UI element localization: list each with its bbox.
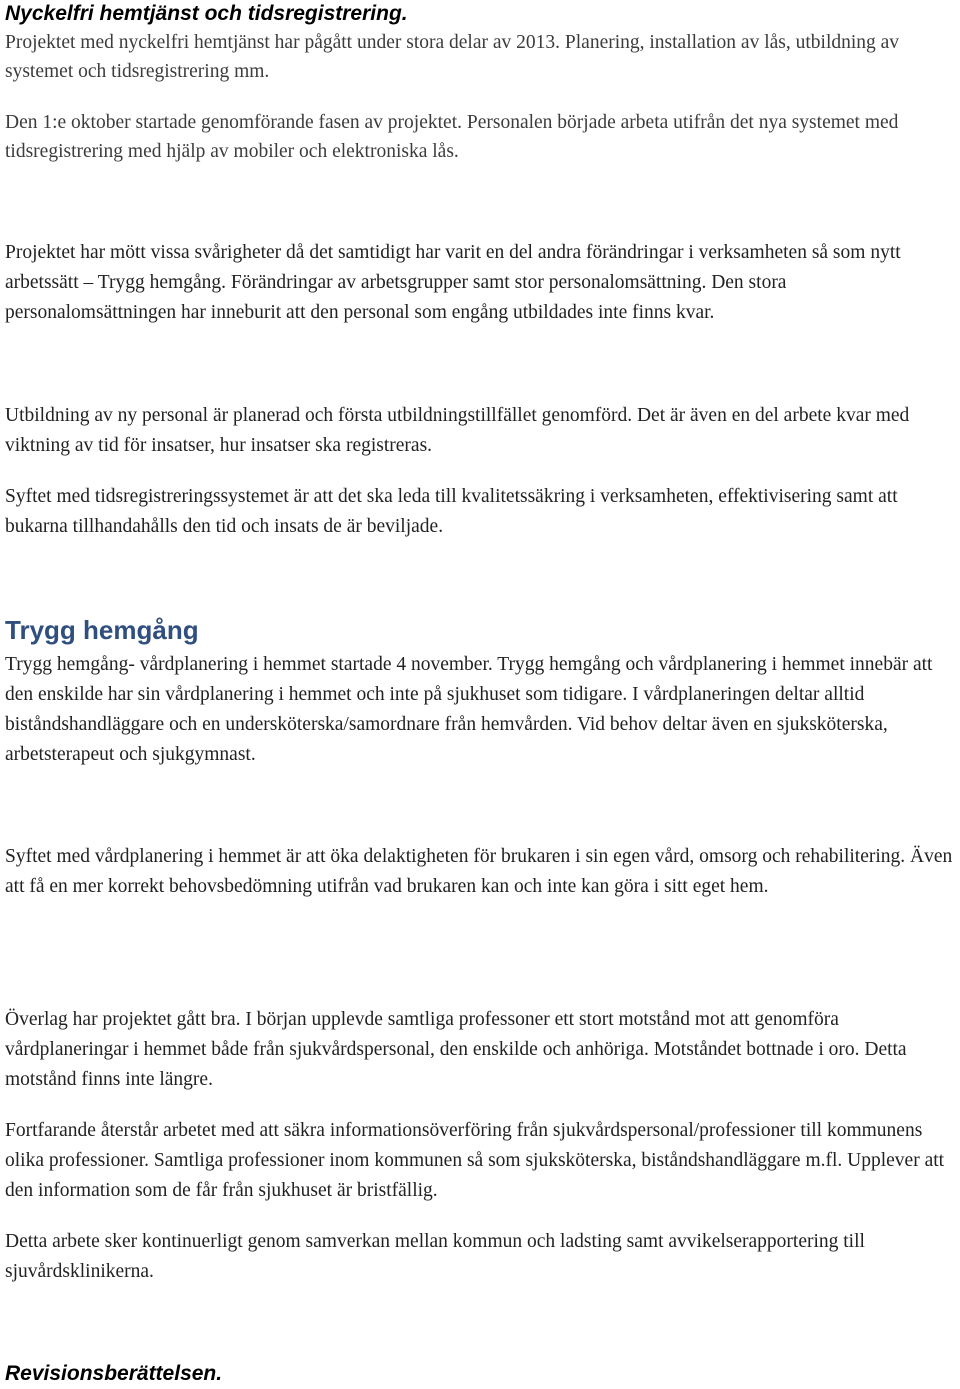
paragraph-difficulties: Projektet har mött vissa svårigheter då det samtidigt har varit en del andra förändringar i verksamheten så som nytt arbetssätt – Trygg hemgång. Förändringar av arbetsgrupper samt stor personalomsättning. Den stora personalomsättningen har inneburit att den personal som engång utbildades inte finns kvar. — [5, 242, 901, 323]
paragraph-start-date: Den 1:e oktober startade genomförande fasen av projektet. Personalen började arbeta utifrån det nya systemet med tidsregistrering med hjälp av mobiler och elektroniska lås. — [5, 112, 899, 162]
paragraph-purpose-care-planning: Syftet med vårdplanering i hemmet är att öka delaktigheten för brukaren i sin egen vård, omsorg och rehabilitering. Även att få en mer korrekt behovsbedömning utifrån vad brukaren kan och inte kan göra i sitt eget hem. — [5, 846, 953, 897]
section-heading-nyckelfri: Nyckelfri hemtjänst och tidsregistrering. — [5, 2, 408, 25]
paragraph-project-intro: Projektet med nyckelfri hemtjänst har pågått under stora delar av 2013. Planering, installation av lås, utbildning av systemet och tidsregistrering mm. — [5, 32, 900, 82]
section-heading-trygg-hemgang: Trygg hemgång — [5, 615, 199, 645]
paragraph-purpose-time-registration: Syftet med tidsregistreringssystemet är att det ska leda till kvalitetssäkring i verksamheten, effektivisering samt att bukarna tillhandahålls den tid och insats de är beviljade. — [5, 486, 898, 537]
paragraph-overall-result: Överlag har projektet gått bra. I början upplevde samtliga professoner ett stort motstånd mot att genomföra vårdplaneringar i hemmet både från sjukvårdspersonal, den enskilde och anhöriga. Motståndet bottnade i oro. Detta motstånd finns inte längre. — [5, 1009, 907, 1090]
paragraph-continuous-work: Detta arbete sker kontinuerligt genom samverkan mellan kommun och ladsting samt avvikelserapportering till sjuvårdsklinikerna. — [5, 1231, 865, 1282]
paragraph-information-transfer: Fortfarande återstår arbetet med att säkra informationsöverföring från sjukvårdspersonal/professioner till kommunens olika professioner. Samtliga professioner inom kommunen så som sjuksköterska, biståndshandläggare m.fl. Upplever att den information som de får från sjukhuset är bristfällig. — [5, 1120, 945, 1201]
section-heading-revisionsberattelsen: Revisionsberättelsen. — [5, 1362, 223, 1385]
paragraph-training: Utbildning av ny personal är planerad och första utbildningstillfället genomförd. Det är även en del arbete kvar med viktning av tid för insatser, hur insatser ska registreras. — [5, 405, 910, 456]
paragraph-trygg-hemgang-start: Trygg hemgång- vårdplanering i hemmet startade 4 november. Trygg hemgång och vårdplanering i hemmet innebär att den enskilde har sin vårdplanering i hemmet och inte på sjukhuset som tidigare. I vårdplaneringen deltar alltid biståndshandläggare och en undersköterska/samordnare från hemvården. Vid behov deltar även en sjuksköterska, arbetsterapeut och sjukgymnast. — [5, 654, 933, 765]
